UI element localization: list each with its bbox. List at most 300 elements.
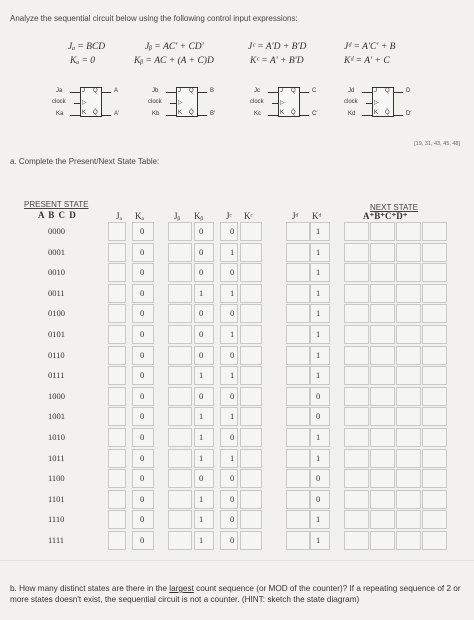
next-state-cell[interactable] [396,469,421,488]
next-state-cell[interactable] [344,428,369,447]
jd-value: 0 [316,390,321,401]
input-cell[interactable] [168,387,192,406]
ff-qbar-output: C′ [312,111,318,117]
input-cell[interactable] [168,304,192,323]
input-cell[interactable] [194,284,214,303]
clock-triangle-icon: ▷ [280,100,285,106]
input-cell[interactable] [168,510,192,529]
ka-value: 0 [140,411,145,422]
part-b-emphasis: largest [169,584,194,593]
next-state-cell[interactable] [344,263,369,282]
input-cell[interactable] [194,531,214,550]
ff-q-output: D [406,88,411,94]
present-state-value: 1000 [48,390,65,401]
next-state-cell[interactable] [344,531,369,550]
jb-value: 1 [199,432,204,442]
input-cell[interactable] [220,428,238,447]
present-state-value: 0000 [48,226,65,236]
jb-value: 0 [199,226,204,236]
input-cell[interactable] [220,346,238,365]
present-state-value: 1011 [48,452,65,463]
input-cell[interactable] [108,387,126,406]
reference-numbers: [19, 31, 43, 45, 48] [414,141,460,147]
kb-value: 1 [230,329,235,339]
input-cell[interactable] [240,490,262,509]
jb-value: 1 [199,452,204,463]
flipflop-2 [148,86,238,126]
next-state-cell[interactable] [344,407,369,426]
kb-value: 1 [230,452,235,463]
jd-value: 1 [316,535,321,545]
ff-q-output: C [312,88,317,94]
next-state-cell[interactable] [422,531,447,550]
next-state-cell[interactable] [370,428,395,447]
jd-value: 1 [316,287,321,298]
jd-value: 1 [316,329,321,339]
input-cell[interactable] [194,469,214,488]
next-state-cell[interactable] [422,325,447,344]
input-cell[interactable] [240,346,262,365]
input-cell[interactable] [194,304,214,323]
jb-value: 0 [199,308,204,319]
input-cell[interactable] [108,263,126,282]
present-state-value: 1010 [48,432,65,442]
ff-k-pin: K [82,110,87,116]
col-ka-header: Kₐ [135,211,144,221]
present-state-label: PRESENT STATE [24,200,89,209]
ff-q-output: A [114,88,119,94]
ka-value: 0 [140,246,145,257]
part-a-title: a. Complete the Present/Next State Table: [10,157,160,166]
next-state-cell[interactable] [422,222,447,241]
input-cell[interactable] [240,428,262,447]
input-cell[interactable] [286,366,310,385]
ff-wire [70,92,80,93]
input-cell[interactable] [220,263,238,282]
next-state-cell[interactable] [422,243,447,262]
flipflop-1 [52,86,142,126]
next-state-cell[interactable] [344,222,369,241]
next-state-cell[interactable] [370,510,395,529]
input-cell[interactable] [286,284,310,303]
ff-wire [393,92,403,93]
ka-value: 0 [140,390,145,401]
eq-jd: Jᵈ = A′C′ + B [344,42,396,52]
next-state-cell[interactable] [370,531,395,550]
input-cell[interactable] [240,510,262,529]
input-cell[interactable] [108,243,126,262]
jd-value: 0 [316,411,321,422]
input-cell[interactable] [220,531,238,550]
next-state-cell[interactable] [396,407,421,426]
input-cell[interactable] [194,243,214,262]
input-cell[interactable] [220,325,238,344]
next-state-cell[interactable] [422,428,447,447]
input-cell[interactable] [220,449,238,468]
next-state-cell[interactable] [422,510,447,529]
next-state-cell[interactable] [422,284,447,303]
next-state-cell[interactable] [422,407,447,426]
eq-kb: Kᵦ = AC + (A + C)D [134,56,214,66]
next-state-cell[interactable] [344,346,369,365]
ka-value: 0 [140,452,145,463]
present-state-value: 0110 [48,349,65,360]
kb-value: 0 [230,349,235,360]
next-state-cell[interactable] [396,510,421,529]
next-state-cell[interactable] [344,469,369,488]
ff-qbar-pin: Q̄ [385,110,390,116]
present-state-value: 0001 [48,246,65,257]
jd-value: 1 [316,349,321,360]
jb-value: 1 [199,514,204,525]
present-state-vars: A B C D [38,210,77,220]
present-state-value: 0010 [48,267,65,278]
input-cell[interactable] [194,387,214,406]
kb-value: 1 [230,246,235,257]
kb-value: 0 [230,308,235,319]
ff-k-pin: K [178,110,183,116]
jd-value: 1 [316,308,321,319]
input-cell[interactable] [240,366,262,385]
next-state-cell[interactable] [422,346,447,365]
col-jc-header: Jᶜ [226,211,232,221]
input-cell[interactable] [220,243,238,262]
next-state-cell[interactable] [370,222,395,241]
input-cell[interactable] [108,510,126,529]
input-cell[interactable] [168,449,192,468]
ff-wire [299,115,309,116]
ka-value: 0 [140,226,145,236]
input-cell[interactable] [286,263,310,282]
present-state-value: 1110 [48,514,65,525]
input-cell[interactable] [220,469,238,488]
next-state-cell[interactable] [396,284,421,303]
input-cell[interactable] [168,366,192,385]
next-state-cell[interactable] [396,490,421,509]
next-state-cell[interactable] [422,449,447,468]
kb-value: 0 [230,514,235,525]
jd-value: 1 [316,432,321,442]
input-cell[interactable] [286,304,310,323]
next-state-cell[interactable] [422,490,447,509]
input-cell[interactable] [220,490,238,509]
input-cell[interactable] [286,243,310,262]
input-cell[interactable] [108,531,126,550]
input-cell[interactable] [220,387,238,406]
input-cell[interactable] [168,325,192,344]
input-cell[interactable] [240,449,262,468]
input-cell[interactable] [286,469,310,488]
input-cell[interactable] [168,222,192,241]
jb-value: 1 [199,287,204,298]
ff-wire [268,92,278,93]
next-state-cell[interactable] [370,263,395,282]
input-cell[interactable] [108,346,126,365]
next-state-label: NEXT STATE [370,203,419,212]
part-b-text-2: count sequence (or MOD of the counter)? If a repeating sequence of 2 or more states doesn't exist, the sequential circuit is not a counter. (HINT: sketch the state diagram) [10,584,461,604]
ka-value: 0 [140,329,145,339]
ff-qbar-pin: Q̄ [291,110,296,116]
next-state-cell[interactable] [370,366,395,385]
ff-wire [393,115,403,116]
present-state-value: 1001 [48,411,65,422]
input-cell[interactable] [108,222,126,241]
input-cell[interactable] [240,222,262,241]
kb-value: 0 [230,390,235,401]
input-cell[interactable] [194,366,214,385]
next-state-cell[interactable] [396,366,421,385]
eq-kd: Kᵈ = A′ + C [344,56,390,66]
ff-wire [101,92,111,93]
ff-j-label: Jd [348,88,355,94]
kb-value: 0 [230,535,235,545]
input-cell[interactable] [108,407,126,426]
ff-j-pin: J [178,88,181,94]
input-cell[interactable] [286,449,310,468]
input-cell[interactable] [220,222,238,241]
input-cell[interactable] [194,325,214,344]
divider [0,560,474,561]
next-state-cell[interactable] [370,243,395,262]
ff-q-pin: Q [93,88,98,94]
ff-qbar-output: D′ [406,111,412,117]
ff-wire [70,115,80,116]
next-state-cell[interactable] [370,304,395,323]
intro-text: Analyze the sequential circuit below using the following control input expressions: [10,14,298,23]
input-cell[interactable] [194,490,214,509]
clock-triangle-icon: ▷ [178,100,183,106]
ff-k-label: Ka [56,111,64,117]
ff-k-label: Kb [152,111,160,117]
input-cell[interactable] [240,407,262,426]
next-state-cell[interactable] [396,449,421,468]
ff-j-pin: J [280,88,283,94]
present-state-value: 0111 [48,370,65,381]
jd-value: 1 [316,267,321,278]
present-state-value: 0011 [48,287,65,298]
jd-value: 1 [316,246,321,257]
input-cell[interactable] [286,531,310,550]
ff-clock-label: clock [250,99,264,105]
next-state-cell[interactable] [344,284,369,303]
input-cell[interactable] [194,222,214,241]
col-jd-header: Jᵈ [292,211,299,221]
input-cell[interactable] [286,387,310,406]
next-state-cell[interactable] [422,387,447,406]
input-cell[interactable] [108,449,126,468]
ff-clock-label: clock [344,99,358,105]
input-cell[interactable] [108,284,126,303]
input-cell[interactable] [220,304,238,323]
next-state-cell[interactable] [370,490,395,509]
ff-wire [197,92,207,93]
ff-wire [268,115,278,116]
ff-wire [166,115,176,116]
next-state-cell[interactable] [422,304,447,323]
ff-k-label: Kd [348,111,356,117]
ff-wire [362,115,372,116]
kb-value: 0 [230,493,235,504]
kb-value: 1 [230,370,235,381]
input-cell[interactable] [108,366,126,385]
jb-value: 1 [199,370,204,381]
jb-value: 0 [199,349,204,360]
input-cell[interactable] [168,490,192,509]
input-cell[interactable] [286,490,310,509]
next-state-vars: A⁺B⁺C⁺D⁺ [363,211,408,221]
ff-q-pin: Q [189,88,194,94]
ff-clock-label: clock [52,99,66,105]
jd-value: 1 [316,514,321,525]
next-state-cell[interactable] [396,428,421,447]
next-state-cell[interactable] [370,387,395,406]
input-cell[interactable] [240,263,262,282]
input-cell[interactable] [220,510,238,529]
jb-value: 1 [199,535,204,545]
input-cell[interactable] [194,428,214,447]
next-state-cell[interactable] [396,243,421,262]
col-jb-header: Jᵦ [174,211,181,221]
col-kd-header: Kᵈ [312,211,322,221]
input-cell[interactable] [286,407,310,426]
input-cell[interactable] [194,449,214,468]
present-state-value: 1111 [48,535,65,545]
ff-k-label: Kc [254,111,262,117]
ff-j-label: Jc [254,88,260,94]
next-state-cell[interactable] [344,366,369,385]
next-state-cell[interactable] [396,222,421,241]
kb-value: 0 [230,267,235,278]
input-cell[interactable] [240,243,262,262]
next-state-cell[interactable] [422,263,447,282]
present-state-value: 0100 [48,308,65,319]
input-cell[interactable] [194,263,214,282]
input-cell[interactable] [286,510,310,529]
clock-triangle-icon: ▷ [374,100,379,106]
next-state-cell[interactable] [370,449,395,468]
next-state-cell[interactable] [344,510,369,529]
ff-q-output: B [210,88,215,94]
ff-qbar-pin: Q̄ [93,110,98,116]
ff-k-pin: K [280,110,285,116]
next-state-cell[interactable] [344,243,369,262]
present-state-value: 0101 [48,329,65,339]
input-cell[interactable] [240,304,262,323]
eq-ka: Kₐ = 0 [70,56,96,66]
next-state-cell[interactable] [344,304,369,323]
ff-wire [362,92,372,93]
next-state-cell[interactable] [370,469,395,488]
jd-value: 1 [316,226,321,236]
present-state-value: 1100 [48,473,65,484]
ka-value: 0 [140,473,145,484]
ff-wire [101,115,111,116]
input-cell[interactable] [220,407,238,426]
eq-jc: Jᶜ = A′D + B′D [248,42,307,52]
ff-q-pin: Q [291,88,296,94]
next-state-cell[interactable] [344,490,369,509]
input-cell[interactable] [194,407,214,426]
ka-value: 0 [140,349,145,360]
jb-value: 0 [199,329,204,339]
part-b-text-1: b. How many distinct states are there in the [10,584,170,593]
input-cell[interactable] [108,325,126,344]
ff-wire [299,92,309,93]
jb-value: 0 [199,246,204,257]
col-kc-header: Kᶜ [244,211,253,221]
kb-value: 0 [230,226,235,236]
ka-value: 0 [140,493,145,504]
ff-j-pin: J [374,88,377,94]
input-cell[interactable] [108,490,126,509]
next-state-cell[interactable] [422,366,447,385]
next-state-cell[interactable] [422,469,447,488]
input-cell[interactable] [168,263,192,282]
next-state-cell[interactable] [370,325,395,344]
next-state-cell[interactable] [396,346,421,365]
input-cell[interactable] [108,304,126,323]
jb-value: 0 [199,267,204,278]
input-cell[interactable] [108,469,126,488]
input-cell[interactable] [286,346,310,365]
eq-jb: Jᵦ = AC′ + CD′ [145,42,204,52]
next-state-cell[interactable] [396,531,421,550]
input-cell[interactable] [108,428,126,447]
input-cell[interactable] [240,387,262,406]
input-cell[interactable] [220,366,238,385]
input-cell[interactable] [220,284,238,303]
next-state-cell[interactable] [396,304,421,323]
next-state-cell[interactable] [396,325,421,344]
present-state-value: 1101 [48,493,65,504]
input-cell[interactable] [168,428,192,447]
ka-value: 0 [140,267,145,278]
next-state-cell[interactable] [344,387,369,406]
input-cell[interactable] [194,510,214,529]
input-cell[interactable] [194,346,214,365]
input-cell[interactable] [240,469,262,488]
next-state-cell[interactable] [396,387,421,406]
jb-value: 1 [199,411,204,422]
input-cell[interactable] [168,407,192,426]
input-cell[interactable] [286,222,310,241]
input-cell[interactable] [240,531,262,550]
next-state-cell[interactable] [370,284,395,303]
next-state-cell[interactable] [396,263,421,282]
ka-value: 0 [140,535,145,545]
next-state-cell[interactable] [370,346,395,365]
ff-k-pin: K [374,110,379,116]
input-cell[interactable] [168,243,192,262]
ff-q-pin: Q [385,88,390,94]
input-cell[interactable] [168,531,192,550]
input-cell[interactable] [168,346,192,365]
jd-value: 0 [316,473,321,484]
input-cell[interactable] [286,325,310,344]
input-cell[interactable] [240,325,262,344]
next-state-cell[interactable] [370,407,395,426]
next-state-cell[interactable] [344,325,369,344]
ka-value: 0 [140,432,145,442]
ka-value: 0 [140,370,145,381]
jd-value: 1 [316,370,321,381]
input-cell[interactable] [286,428,310,447]
clock-triangle-icon: ▷ [82,100,87,106]
input-cell[interactable] [240,284,262,303]
next-state-cell[interactable] [344,449,369,468]
input-cell[interactable] [168,469,192,488]
input-cell[interactable] [168,284,192,303]
